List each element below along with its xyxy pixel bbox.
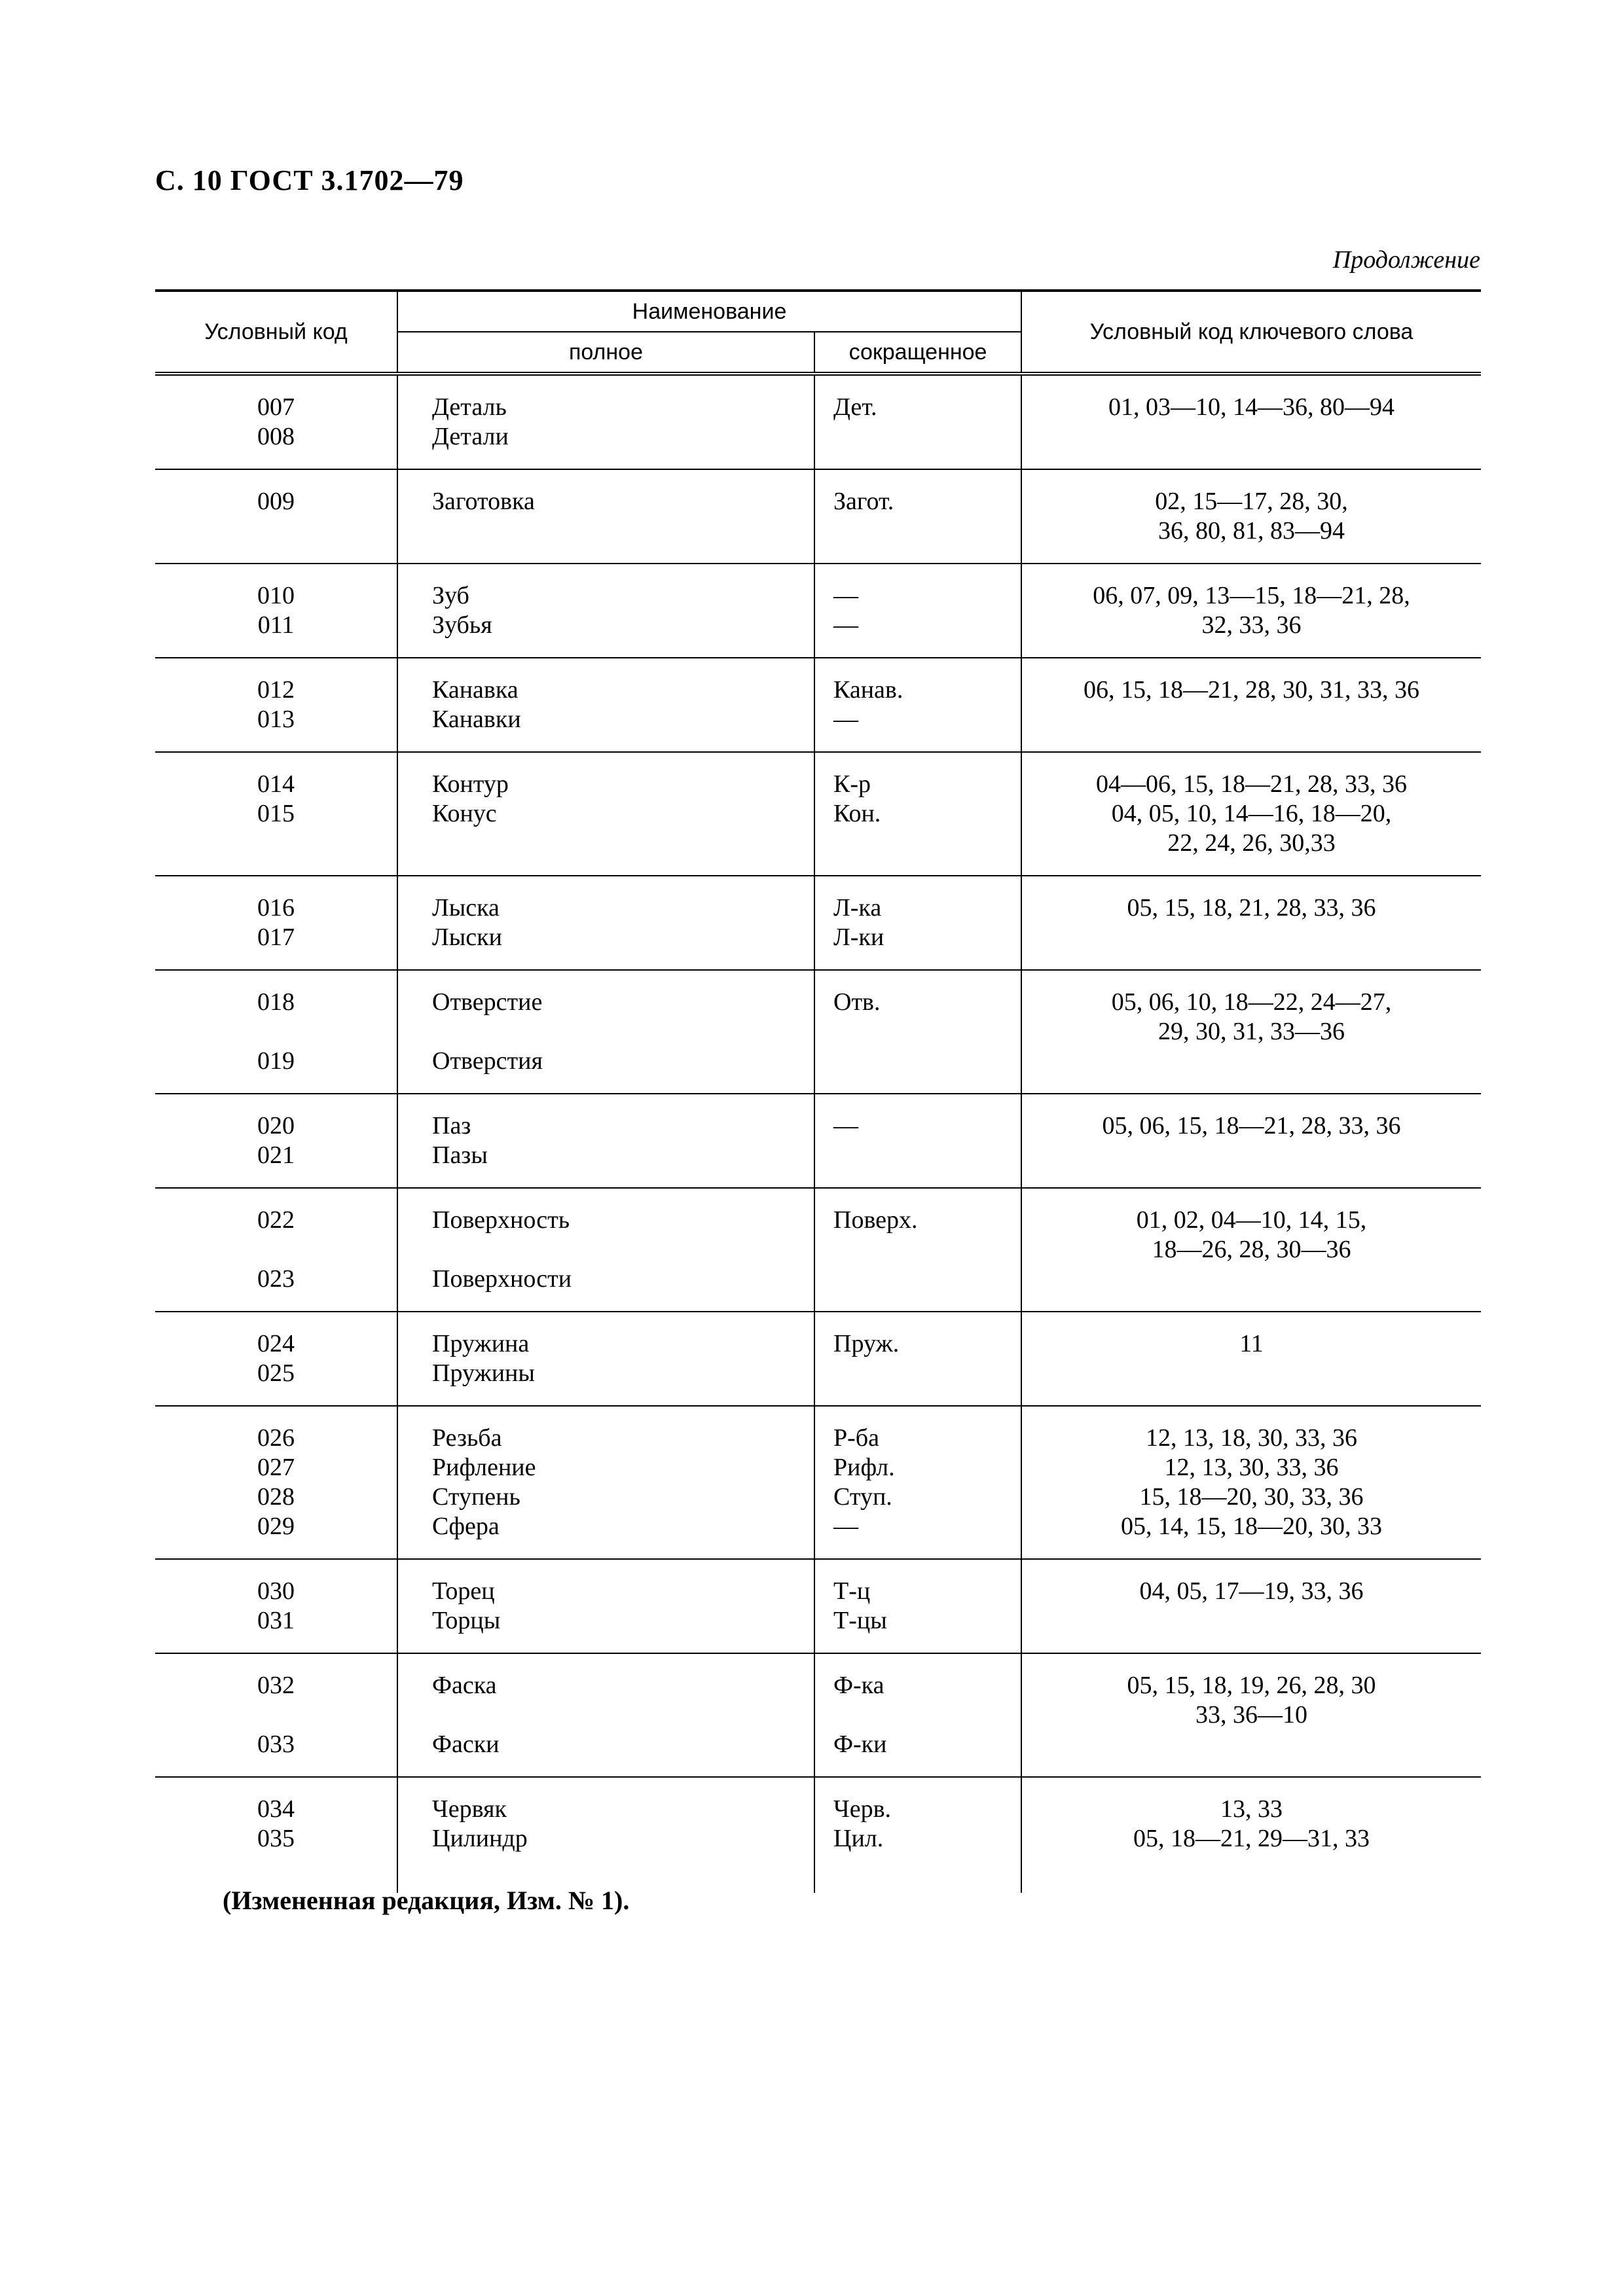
full-name-line: Лыски [432, 924, 502, 951]
full-name-cell [397, 1653, 814, 1777]
code-line: 024 [257, 1330, 295, 1357]
code-cell [155, 1653, 397, 1777]
full-name-line: Торец [432, 1577, 495, 1605]
code-cell [155, 970, 397, 1094]
keyword-code-line: 04, 05, 10, 14—16, 18—20, [1111, 800, 1392, 827]
keyword-code-line: 05, 06, 15, 18—21, 28, 33, 36 [1102, 1112, 1401, 1139]
keyword-code-cell [1021, 374, 1481, 469]
short-name-line [833, 1141, 1021, 1170]
keyword-code-line: 29, 30, 31, 33—36 [1158, 1018, 1345, 1045]
full-name-line: Канавка [432, 676, 519, 704]
col-header-name-full: полное [397, 332, 814, 374]
short-name-line: Рифл. [833, 1454, 895, 1481]
short-name-line [833, 1235, 1021, 1265]
full-name-cell [397, 469, 814, 564]
short-name-line [833, 1017, 1021, 1047]
code-line: 014 [257, 770, 295, 798]
full-name-line: Лыска [432, 894, 500, 922]
full-name-cell [397, 658, 814, 752]
short-name-line: — [833, 706, 858, 733]
keyword-code-line: 01, 03—10, 14—36, 80—94 [1108, 393, 1395, 421]
table-row [155, 1559, 1481, 1653]
short-name-line: Ступ. [833, 1483, 892, 1511]
keyword-code-cell [1021, 1094, 1481, 1188]
full-name-line: Конус [432, 800, 497, 827]
full-name-line: Сфера [432, 1513, 500, 1540]
keyword-code-cell [1021, 1188, 1481, 1312]
short-name-line: Загот. [833, 488, 894, 515]
short-name-line: — [833, 1112, 858, 1139]
full-name-line: Зуб [432, 582, 469, 609]
full-name-cell [397, 752, 814, 876]
code-line [155, 1017, 397, 1047]
col-header-name: Наименование [397, 291, 1021, 332]
keyword-code-cell [1021, 1777, 1481, 1893]
continuation-label: Продолжение [1332, 246, 1480, 274]
code-cell [155, 564, 397, 658]
table-row [155, 752, 1481, 876]
code-line: 018 [257, 988, 295, 1016]
full-name-line: Канавки [432, 706, 521, 733]
keyword-code-line: 15, 18—20, 30, 33, 36 [1139, 1483, 1364, 1511]
code-cell [155, 658, 397, 752]
keyword-code-line: 12, 13, 18, 30, 33, 36 [1146, 1424, 1358, 1452]
full-name-line [432, 1017, 814, 1047]
short-name-line: Т-ц [833, 1577, 871, 1605]
code-line: 028 [257, 1483, 295, 1511]
short-name-line: Р-ба [833, 1424, 879, 1452]
keyword-code-cell [1021, 1653, 1481, 1777]
keyword-code-line: 05, 14, 15, 18—20, 30, 33 [1121, 1513, 1383, 1540]
code-line: 007 [257, 393, 295, 421]
table-row [155, 970, 1481, 1094]
code-cell [155, 1094, 397, 1188]
code-cell [155, 876, 397, 970]
keyword-code-cell [1021, 876, 1481, 970]
code-line: 027 [257, 1454, 295, 1481]
full-name-line [432, 1235, 814, 1265]
short-name-line: Канав. [833, 676, 903, 704]
code-line: 029 [257, 1513, 295, 1540]
code-line: 020 [257, 1112, 295, 1139]
short-name-line: Цил. [833, 1825, 884, 1852]
short-name-cell [814, 876, 1021, 970]
full-name-line: Резьба [432, 1424, 502, 1452]
full-name-line: Червяк [432, 1795, 507, 1823]
table-row [155, 658, 1481, 752]
code-line: 033 [257, 1731, 295, 1758]
short-name-cell [814, 658, 1021, 752]
short-name-cell [814, 1312, 1021, 1406]
short-name-cell [814, 1406, 1021, 1559]
short-name-line [833, 1047, 1021, 1076]
full-name-cell [397, 1559, 814, 1653]
code-cell [155, 1312, 397, 1406]
table-body [155, 374, 1481, 1893]
keyword-code-line: 05, 15, 18, 21, 28, 33, 36 [1127, 894, 1376, 922]
keyword-code-cell [1021, 658, 1481, 752]
full-name-line: Пружины [432, 1359, 535, 1387]
short-name-line: Л-ка [833, 894, 882, 922]
full-name-cell [397, 1094, 814, 1188]
keyword-code-line: 05, 06, 10, 18—22, 24—27, [1111, 988, 1392, 1016]
code-line: 023 [257, 1265, 295, 1293]
keyword-code-line: 02, 15—17, 28, 30, [1155, 488, 1348, 515]
code-line: 015 [257, 800, 295, 827]
keyword-code-line: 18—26, 28, 30—36 [1152, 1236, 1351, 1263]
code-line: 010 [257, 582, 295, 609]
keyword-code-cell [1021, 752, 1481, 876]
short-name-line: Ф-ки [833, 1731, 887, 1758]
full-name-line: Торцы [432, 1607, 501, 1634]
keyword-code-cell [1021, 1559, 1481, 1653]
keyword-code-line: 32, 33, 36 [1201, 611, 1302, 639]
full-name-line: Пружина [432, 1330, 530, 1357]
full-name-cell [397, 970, 814, 1094]
code-line: 026 [257, 1424, 295, 1452]
code-line: 031 [257, 1607, 295, 1634]
code-cell [155, 1188, 397, 1312]
short-name-line: Л-ки [833, 924, 884, 951]
full-name-cell [397, 876, 814, 970]
keyword-code-line: 01, 02, 04—10, 14, 15, [1136, 1206, 1367, 1234]
keyword-code-cell [1021, 970, 1481, 1094]
table-row [155, 876, 1481, 970]
short-name-line: Черв. [833, 1795, 892, 1823]
full-name-cell [397, 1777, 814, 1893]
code-cell [155, 374, 397, 469]
short-name-cell [814, 1094, 1021, 1188]
code-line: 019 [257, 1047, 295, 1075]
table-row [155, 1188, 1481, 1312]
short-name-line: — [833, 611, 858, 639]
full-name-line: Контур [432, 770, 509, 798]
code-line [155, 1235, 397, 1265]
keyword-code-line: 36, 80, 81, 83—94 [1158, 517, 1345, 545]
keyword-code-cell [1021, 1406, 1481, 1559]
full-name-line: Фаска [432, 1672, 497, 1699]
code-line: 008 [257, 423, 295, 450]
code-line: 030 [257, 1577, 295, 1605]
short-name-cell [814, 469, 1021, 564]
code-line [155, 1700, 397, 1730]
code-cell [155, 752, 397, 876]
code-line: 032 [257, 1672, 295, 1699]
short-name-cell [814, 1188, 1021, 1312]
short-name-cell [814, 1653, 1021, 1777]
keyword-code-line: 13, 33 [1220, 1795, 1283, 1823]
full-name-line: Поверхность [432, 1206, 570, 1234]
keyword-code-cell [1021, 1312, 1481, 1406]
table-row [155, 374, 1481, 469]
table-row [155, 1777, 1481, 1893]
short-name-line: — [833, 1513, 858, 1540]
keyword-code-line: 11 [1239, 1330, 1264, 1357]
keyword-code-cell [1021, 564, 1481, 658]
short-name-line: — [833, 582, 858, 609]
full-name-line: Цилиндр [432, 1825, 528, 1852]
keyword-code-line: 05, 15, 18, 19, 26, 28, 30 [1127, 1672, 1376, 1699]
full-name-line: Поверхности [432, 1265, 572, 1293]
full-name-line: Заготовка [432, 488, 535, 515]
col-header-name-short: сокращенное [814, 332, 1021, 374]
short-name-cell [814, 564, 1021, 658]
short-name-cell [814, 374, 1021, 469]
keyword-code-line: 06, 15, 18—21, 28, 30, 31, 33, 36 [1084, 676, 1420, 704]
code-line: 011 [257, 611, 295, 639]
keyword-code-line: 04, 05, 17—19, 33, 36 [1139, 1577, 1364, 1605]
code-line: 017 [257, 924, 295, 951]
keyword-code-line: 12, 13, 30, 33, 36 [1164, 1454, 1339, 1481]
full-name-line: Ступень [432, 1483, 520, 1511]
table-row [155, 469, 1481, 564]
code-line: 025 [257, 1359, 295, 1387]
full-name-cell [397, 374, 814, 469]
footnote: (Измененная редакция, Изм. № 1). [223, 1886, 630, 1915]
full-name-line: Паз [432, 1112, 471, 1139]
short-name-cell [814, 970, 1021, 1094]
short-name-line: Поверх. [833, 1206, 918, 1234]
code-cell [155, 469, 397, 564]
short-name-line: Отв. [833, 988, 881, 1016]
keyword-code-line: 33, 36—10 [1195, 1701, 1308, 1729]
codes-table-wrap [155, 289, 1481, 1893]
code-line: 009 [257, 488, 295, 515]
code-line: 034 [257, 1795, 295, 1823]
table-row [155, 1653, 1481, 1777]
full-name-line: Фаски [432, 1731, 500, 1758]
code-line: 012 [257, 676, 295, 704]
code-cell [155, 1777, 397, 1893]
short-name-line: Пруж. [833, 1330, 900, 1357]
table-row [155, 1312, 1481, 1406]
keyword-code-line: 04—06, 15, 18—21, 28, 33, 36 [1096, 770, 1408, 798]
full-name-cell [397, 1406, 814, 1559]
code-cell [155, 1406, 397, 1559]
code-line: 035 [257, 1825, 295, 1852]
full-name-line [432, 1700, 814, 1730]
full-name-line: Отверстие [432, 988, 543, 1016]
full-name-line: Отверстия [432, 1047, 543, 1075]
full-name-cell [397, 1188, 814, 1312]
full-name-line: Пазы [432, 1141, 488, 1169]
keyword-code-line: 05, 18—21, 29—31, 33 [1133, 1825, 1370, 1852]
keyword-code-line: 06, 07, 09, 13—15, 18—21, 28, [1093, 582, 1410, 609]
full-name-line: Детали [432, 423, 509, 450]
table-row [155, 564, 1481, 658]
short-name-line: Кон. [833, 800, 881, 827]
short-name-line: Ф-ка [833, 1672, 884, 1699]
keyword-code-line: 22, 24, 26, 30,33 [1167, 829, 1336, 857]
short-name-cell [814, 1777, 1021, 1893]
short-name-line [833, 422, 1021, 452]
col-header-code: Условный код [155, 291, 397, 374]
page-header: С. 10 ГОСТ 3.1702—79 [155, 164, 464, 196]
short-name-line [833, 1359, 1021, 1388]
short-name-line [833, 1700, 1021, 1730]
short-name-line [833, 1265, 1021, 1294]
short-name-line: Т-цы [833, 1607, 887, 1634]
short-name-line: К-р [833, 770, 871, 798]
full-name-cell [397, 564, 814, 658]
code-cell [155, 1559, 397, 1653]
short-name-line: Дет. [833, 393, 877, 421]
full-name-line: Зубья [432, 611, 492, 639]
full-name-line: Рифление [432, 1454, 536, 1481]
table-row [155, 1094, 1481, 1188]
full-name-line: Деталь [432, 393, 507, 421]
full-name-cell [397, 1312, 814, 1406]
short-name-cell [814, 752, 1021, 876]
code-line: 022 [257, 1206, 295, 1234]
col-header-keyword-code: Условный код ключевого слова [1021, 291, 1481, 374]
code-line: 013 [257, 706, 295, 733]
code-line: 021 [257, 1141, 295, 1169]
code-line: 016 [257, 894, 295, 922]
keyword-code-cell [1021, 469, 1481, 564]
codes-table [155, 289, 1481, 1893]
short-name-cell [814, 1559, 1021, 1653]
table-row [155, 1406, 1481, 1559]
